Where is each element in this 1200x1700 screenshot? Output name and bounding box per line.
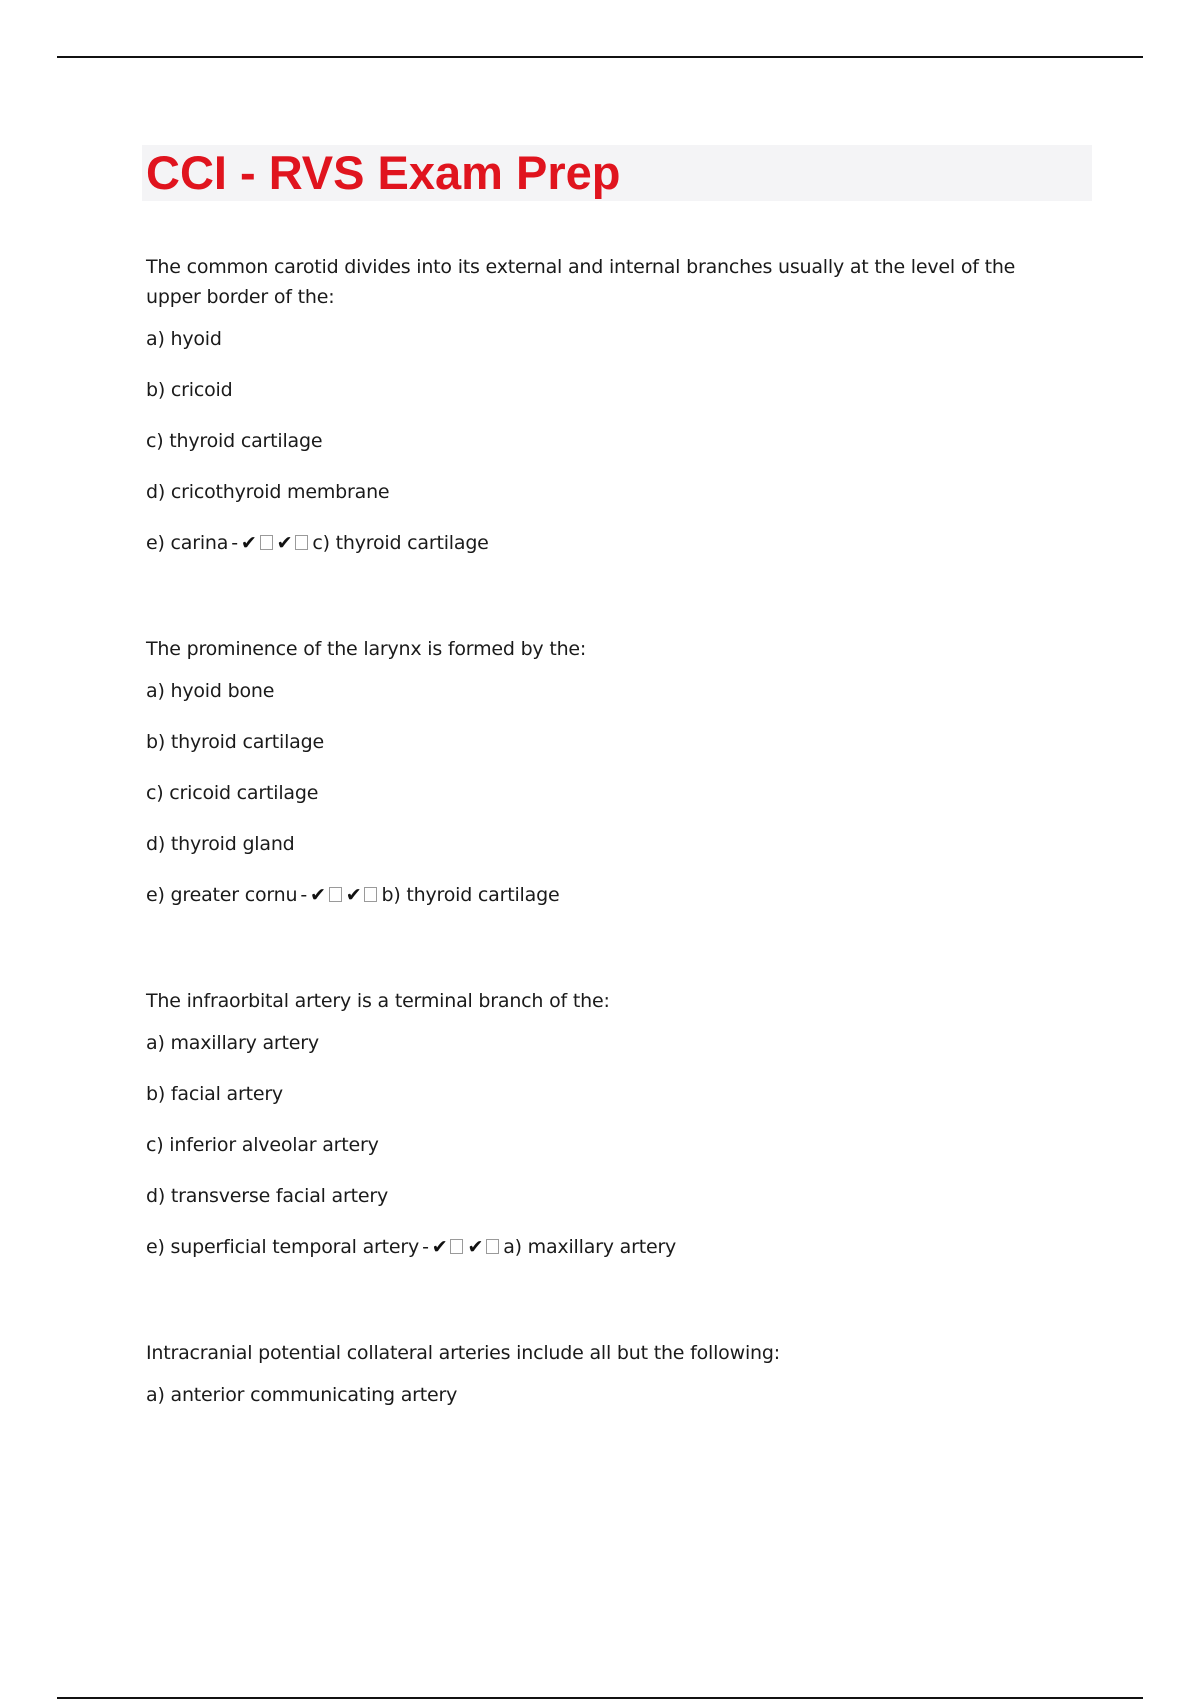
question-text: The infraorbital artery is a terminal branch of the: (146, 990, 610, 1012)
check-mark-icon: ✔ (345, 884, 362, 906)
question-text: The common carotid divides into its external and internal branches usually at the level of the upper border of the: (146, 256, 1016, 308)
option-e-with-answer (146, 882, 1066, 986)
answer-separator: - (300, 884, 308, 906)
checkbox-glyph-icon (295, 535, 308, 550)
option-e-with-answer (146, 530, 1066, 634)
question-block-3 (146, 986, 1066, 1338)
question-block-2 (146, 634, 1066, 986)
question-text: The prominence of the larynx is formed by the: (146, 638, 587, 660)
check-mark-icon: ✔ (310, 884, 326, 906)
option-e: e) greater cornu (146, 884, 298, 906)
answer-text: b) thyroid cartilage (381, 884, 560, 906)
checkbox-glyph-icon (450, 1239, 463, 1254)
option-a: a) maxillary artery (146, 1032, 319, 1054)
option-a: a) hyoid bone (146, 680, 275, 702)
bottom-rule (57, 1697, 1143, 1699)
option-b: b) thyroid cartilage (146, 731, 324, 753)
question-list (146, 252, 1066, 1433)
option-d: d) thyroid gland (146, 833, 295, 855)
option-c: c) inferior alveolar artery (146, 1134, 379, 1156)
checkbox-glyph-icon (329, 887, 342, 902)
answer-text: c) thyroid cartilage (312, 532, 489, 554)
check-mark-icon: ✔ (467, 1236, 484, 1258)
answer-separator: - (231, 532, 238, 554)
option-c: c) cricoid cartilage (146, 782, 319, 804)
page-title: CCI - RVS Exam Prep (146, 146, 621, 199)
question-text: Intracranial potential collateral arteries include all but the following: (146, 1342, 780, 1364)
check-mark-icon: ✔ (431, 1236, 448, 1258)
option-e: e) superficial temporal artery (146, 1236, 420, 1258)
option-a: a) anterior communicating artery (146, 1384, 458, 1406)
answer-separator: - (422, 1236, 429, 1258)
answer-text: a) maxillary artery (503, 1236, 677, 1258)
checkbox-glyph-icon (260, 535, 273, 550)
option-b: b) cricoid (146, 379, 233, 401)
option-e: e) carina (146, 532, 229, 554)
option-e-with-answer (146, 1234, 1066, 1338)
top-rule (57, 56, 1143, 58)
option-d: d) cricothyroid membrane (146, 481, 390, 503)
question-block-4 (146, 1338, 1066, 1433)
option-d: d) transverse facial artery (146, 1185, 388, 1207)
checkbox-glyph-icon (364, 887, 377, 902)
check-mark-icon: ✔ (276, 532, 293, 554)
option-c: c) thyroid cartilage (146, 430, 323, 452)
checkbox-glyph-icon (486, 1239, 499, 1254)
check-mark-icon: ✔ (240, 532, 257, 554)
question-block-1 (146, 252, 1066, 634)
option-a: a) hyoid (146, 328, 222, 350)
option-b: b) facial artery (146, 1083, 283, 1105)
